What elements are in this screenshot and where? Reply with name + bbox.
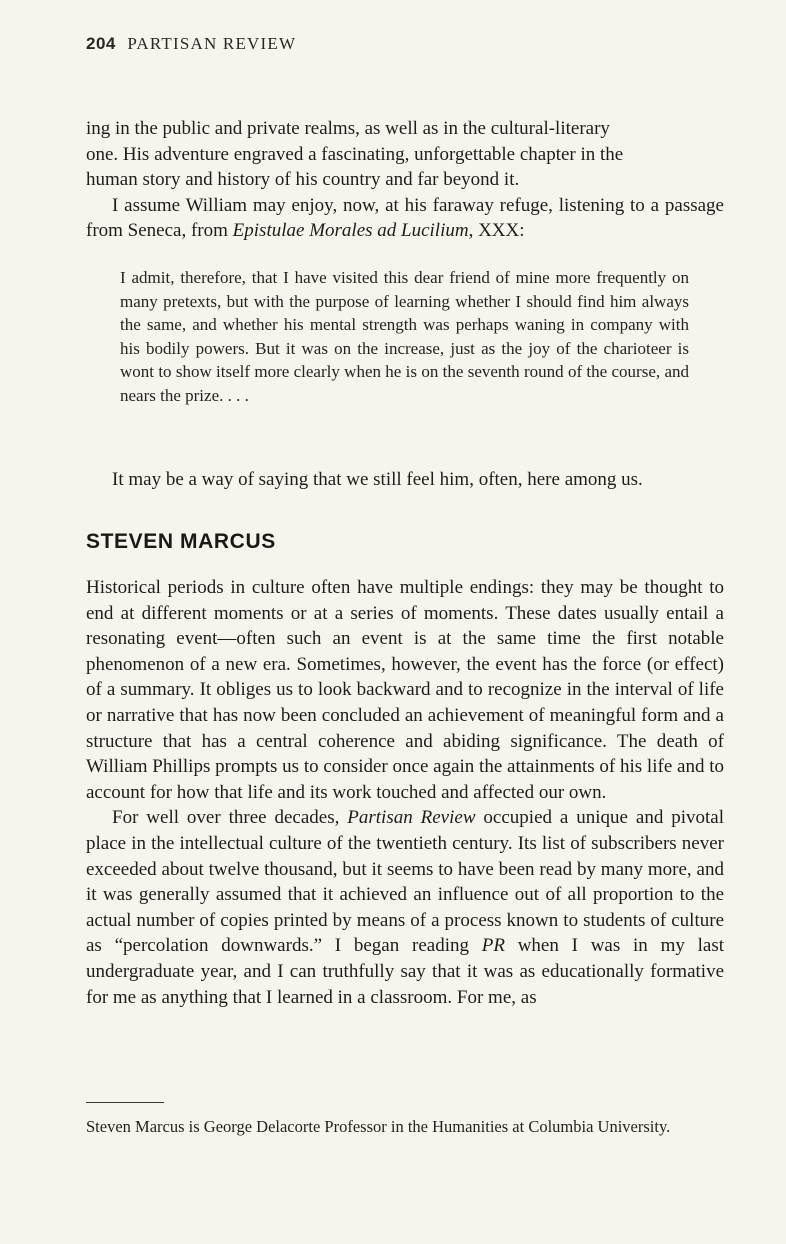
footnote-text: Steven Marcus is George Delacorte Professor in the Humanities at Columbia University. [86,1117,671,1136]
running-head [86,34,296,54]
paragraph-text: when I was in my last undergraduate year, and I can truthfully say that it was as educationally formative for me as anything that I learned in a classroom. For me, as [86,935,724,1008]
seneca-intro-paragraph [86,193,724,244]
journal-name: Partisan Review [347,807,476,829]
paragraph-continuation [86,116,724,244]
paragraph: Historical periods in culture often have multiple endings: they may be thought to end at different moments or at a series of moments. These dates usually entail a resonating event—often such an event is at the same time the first notable phenomenon of a new era. Sometimes, however, the event has the force (or effect) of a summary. It obliges us to look backward and to recognize in the interval of life or narrative that has now been concluded an achievement of meaningful form and a structure that has a central coherence and abiding significance. The death of William Phillips prompts us to consider once again the attainments of his life and to account for how that life and its work touched and affected our own. [86,577,724,803]
footnote-rule [86,1102,164,1103]
paragraph-text: I assume William may enjoy, now, at his faraway refuge, listening to a passage from Seneca, from [86,194,724,242]
paragraph-text: For well over three decades, [112,807,348,829]
section-heading: STEVEN MARCUS [86,530,276,553]
closing-line: It may be a way of saying that we still feel him, often, here among us. [112,469,643,490]
paragraph-text: , XXX: [468,220,525,242]
work-title: Epistulae Morales ad Lucilium [232,220,469,242]
journal-title: PARTISAN REVIEW [127,34,297,53]
page-number: 204 [86,34,116,53]
text-line: ing in the public and private realms, as well as in the cultural-literary [86,118,610,139]
quote-text: I admit, therefore, that I have visited this dear friend of mine more frequently on many pretexts, but with the purpose of learning whether I should find him always the same, and whether his mental strength was perhaps waning in company with his bodily powers. But it was on the increase, just as the joy of the charioteer is wont to show itself more clearly when he is on the seventh round of the course, and nears the prize. . . . [120,268,689,405]
paragraph-text: occupied a unique and pivotal place in the intellectual culture of the twentieth century. Its list of subscribers never exceeded about twelve thousand, but it seems to have been read by many more, and it was generally assumed that it achieved an influence out of all proportion to the actual number of copies printed by means of a process known to students of culture as “percolation downwards.” I began reading [86,807,725,957]
marcus-essay [86,575,724,1010]
text-line: human story and history of his country and far beyond it. [86,169,520,191]
text-line: one. His adventure engraved a fascinating, unforgettable chapter in the [86,143,624,165]
journal-abbrev: PR [481,935,505,957]
block-quote [120,266,689,407]
paragraph [86,805,724,1010]
footnote [86,1116,724,1139]
